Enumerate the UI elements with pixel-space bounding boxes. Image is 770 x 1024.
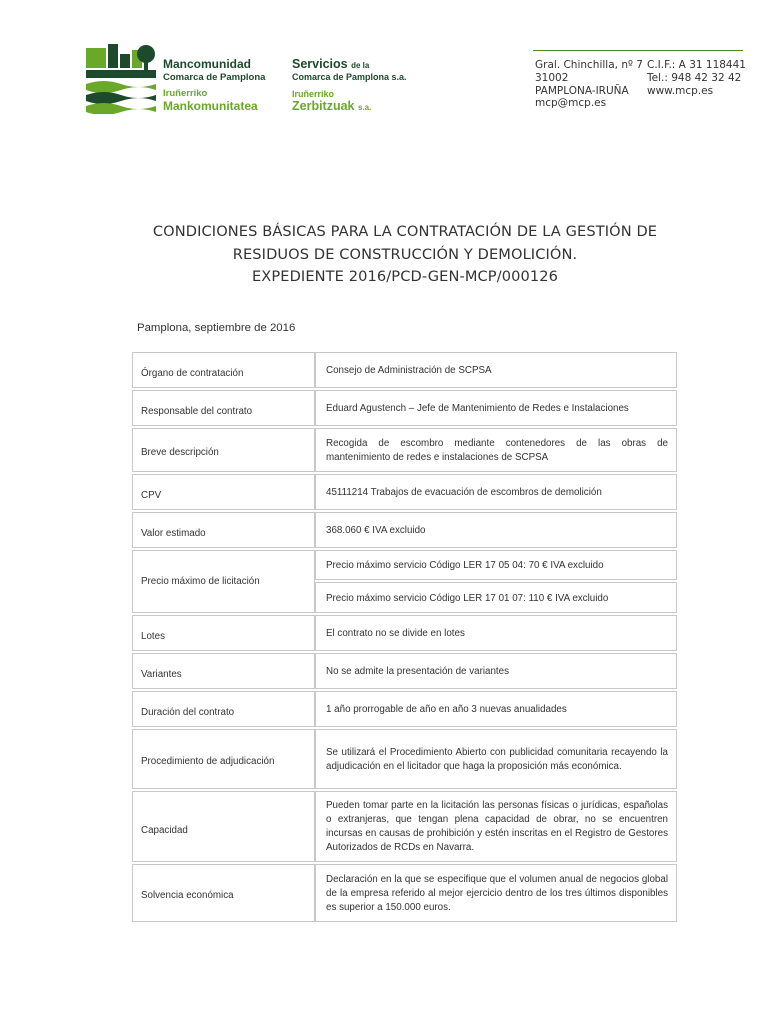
title-line3: EXPEDIENTE 2016/PCD-GEN-MCP/000126 xyxy=(251,268,559,285)
document-title xyxy=(100,221,710,289)
logo2-line2: Comarca de Pamplona s.a. xyxy=(292,72,407,83)
table-row xyxy=(132,428,677,472)
document-date: Pamplona, septiembre de 2016 xyxy=(137,322,296,334)
contact-ids xyxy=(647,59,746,97)
organo-value: Consejo de Administración de SCPSA xyxy=(315,352,677,388)
precio-value1: Precio máximo servicio Código LER 17 05 04: 70 € IVA excluido xyxy=(315,550,677,580)
duracion-label: Duración del contrato xyxy=(132,691,315,727)
contact-address1: Gral. Chinchilla, nº 7 xyxy=(535,59,643,71)
valor-value: 368.060 € IVA excluido xyxy=(315,512,677,548)
logo2-line4: Zerbitzuak xyxy=(292,99,355,113)
table-row xyxy=(132,653,677,689)
precio-label: Precio máximo de licitación xyxy=(132,550,315,613)
table-row xyxy=(132,550,677,580)
contact-address xyxy=(535,59,643,110)
contract-conditions-table xyxy=(132,352,677,922)
table-row xyxy=(132,512,677,548)
cpv-label: CPV xyxy=(132,474,315,510)
lotes-label: Lotes xyxy=(132,615,315,651)
contact-divider xyxy=(533,50,743,51)
valor-label: Valor estimado xyxy=(132,512,315,548)
contact-cif: C.I.F.: A 31 118441 xyxy=(647,59,746,71)
contact-tel: Tel.: 948 42 32 42 xyxy=(647,71,742,84)
table-row xyxy=(132,352,677,388)
variantes-value: No se admite la presentación de variantes xyxy=(315,653,677,689)
logo2-line4-wrap xyxy=(292,100,422,113)
logo2-line1-wrap xyxy=(292,58,422,71)
table-row xyxy=(132,390,677,426)
table-row xyxy=(132,791,677,862)
mancomunidad-logo-text xyxy=(163,58,278,112)
table-row xyxy=(132,691,677,727)
table-row xyxy=(132,474,677,510)
descripcion-label: Breve descripción xyxy=(132,428,315,472)
cpv-value: 45111214 Trabajos de evacuación de escombros de demolición xyxy=(315,474,677,510)
contact-address3: PAMPLONA-IRUÑA xyxy=(535,84,629,97)
table-row xyxy=(132,615,677,651)
logo1-line4: Mankomunitatea xyxy=(163,98,258,113)
logo2-line4-suffix: s.a. xyxy=(358,103,372,112)
contact-email[interactable]: mcp@mcp.es xyxy=(535,97,607,110)
letterhead xyxy=(0,0,770,125)
logo2-line1: Servicios xyxy=(292,57,348,71)
precio-value2: Precio máximo servicio Código LER 17 01 07: 110 € IVA excluido xyxy=(315,582,677,613)
contact-address2: 31002 xyxy=(535,71,569,84)
organo-label: Órgano de contratación xyxy=(132,352,315,388)
logo1-line2: Comarca de Pamplona xyxy=(163,71,266,83)
table-row xyxy=(132,864,677,922)
responsable-value: Eduard Agustench – Jefe de Mantenimiento de Redes e Instalaciones xyxy=(315,390,677,426)
solvencia-label: Solvencia económica xyxy=(132,864,315,922)
servicios-logo-text xyxy=(292,58,422,113)
title-line1: CONDICIONES BÁSICAS PARA LA CONTRATACIÓN DE LA GESTIÓN DE xyxy=(152,223,658,240)
capacidad-value: Pueden tomar parte en la licitación las personas físicas o jurídicas, españolas o extranjeras, que tengan plena capacidad de obrar, no se encuentren incursas en causas de prohibición y estén inscritas en el Registro de Gestores Autorizados de RCDs en Navarra. xyxy=(315,791,677,862)
variantes-label: Variantes xyxy=(132,653,315,689)
responsable-label: Responsable del contrato xyxy=(132,390,315,426)
title-line2: RESIDUOS DE CONSTRUCCIÓN Y DEMOLICIÓN. xyxy=(232,245,578,263)
mancomunidad-logo-icon xyxy=(84,44,158,114)
logo1-line1: Mancomunidad xyxy=(163,57,252,71)
logo1-line3: Iruñerriko xyxy=(163,87,208,99)
contact-web[interactable]: www.mcp.es xyxy=(647,84,714,97)
capacidad-label: Capacidad xyxy=(132,791,315,862)
procedimiento-value: Se utilizará el Procedimiento Abierto con publicidad comunitaria recayendo la adjudicación en el licitador que haga la proposición más económica. xyxy=(315,729,677,789)
logo2-line3: Iruñerriko xyxy=(292,88,335,99)
table-row xyxy=(132,729,677,789)
lotes-value: El contrato no se divide en lotes xyxy=(315,615,677,651)
duracion-value: 1 año prorrogable de año en año 3 nuevas anualidades xyxy=(315,691,677,727)
descripcion-value: Recogida de escombro mediante contenedores de las obras de mantenimiento de redes e instalaciones de SCPSA xyxy=(315,428,677,472)
solvencia-value: Declaración en la que se especifique que el volumen anual de negocios global de la empresa referido al mejor ejercicio dentro de los tres últimos disponibles es superior a 150.000 euros. xyxy=(315,864,677,922)
procedimiento-label: Procedimiento de adjudicación xyxy=(132,729,315,789)
logo2-line1-suffix: de la xyxy=(351,61,370,70)
